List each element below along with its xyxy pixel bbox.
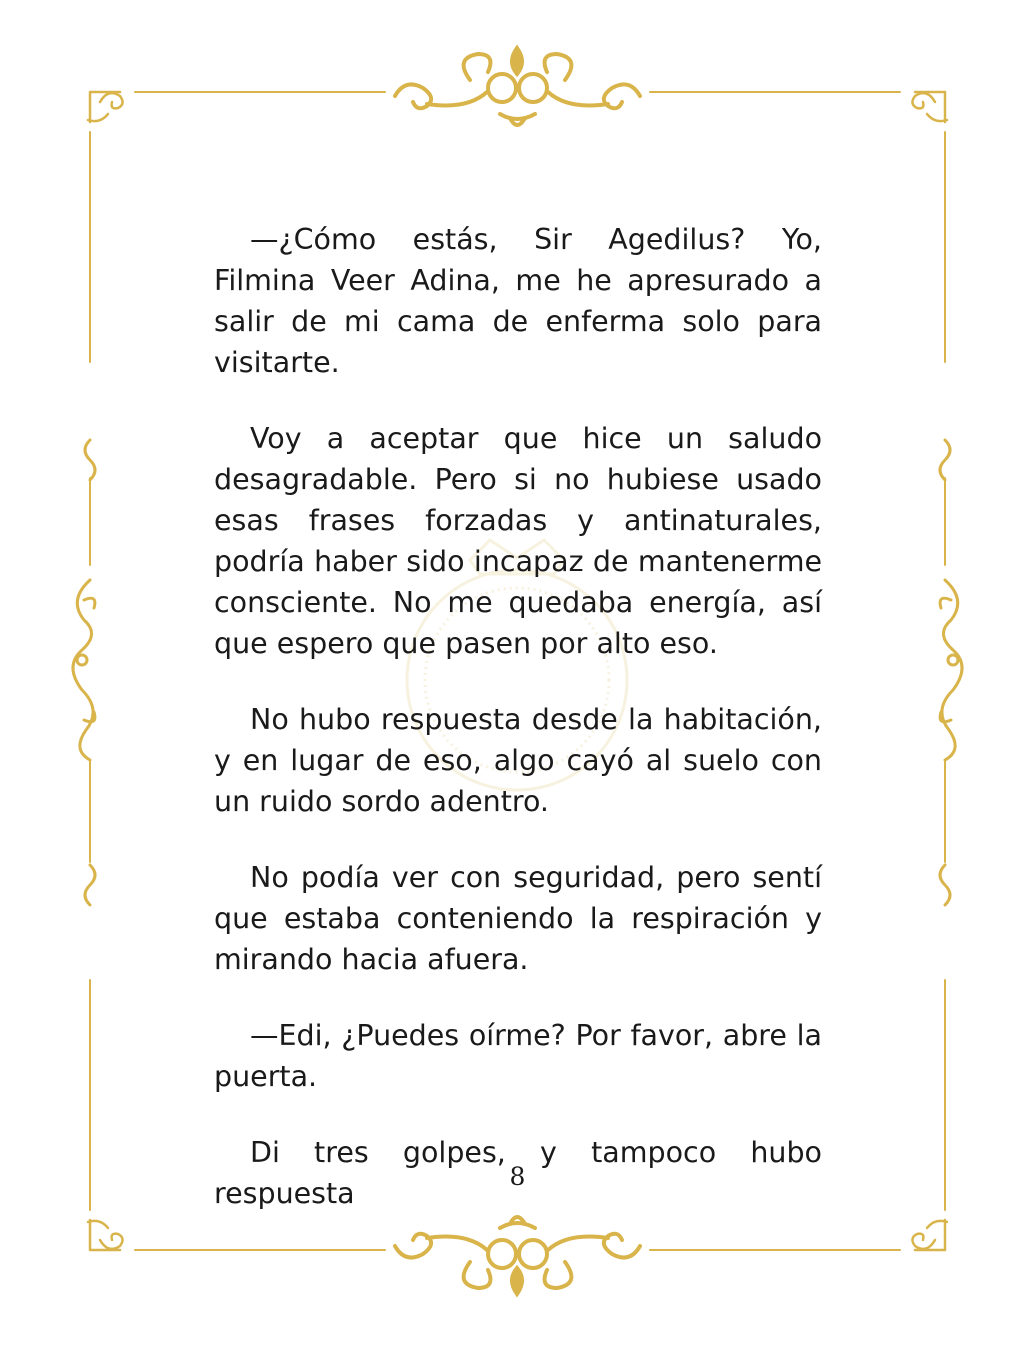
paragraph: No hubo respuesta desde la habitación, y en lugar de eso, algo cayó al suelo con un ruido sordo adentro.: [214, 703, 822, 818]
top-flourish-icon: [395, 48, 640, 125]
paragraph: Di tres golpes, y tampoco hubo respuesta: [214, 1136, 822, 1210]
page-number: 8: [509, 1162, 526, 1191]
paragraph: —Edi, ¿Puedes oírme? Por favor, abre la puerta.: [214, 1019, 822, 1093]
body-text: [214, 219, 822, 1249]
paragraph: No podía ver con seguridad, pero sentí que estaba conteniendo la respiración y mirando hacia afuera.: [214, 861, 822, 976]
paragraph: —¿Cómo estás, Sir Agedilus? Yo, Filmina Veer Adina, me he apresurado a salir de mi cama de enferma solo para visitarte.: [214, 223, 822, 379]
paragraph: Voy a aceptar que hice un saludo desagradable. Pero si no hubiese usado esas frases forzadas y antinaturales, podría haber sido incapaz de mantenerme consciente. No me quedaba energía, así que espero que pasen por alto eso.: [214, 422, 822, 660]
